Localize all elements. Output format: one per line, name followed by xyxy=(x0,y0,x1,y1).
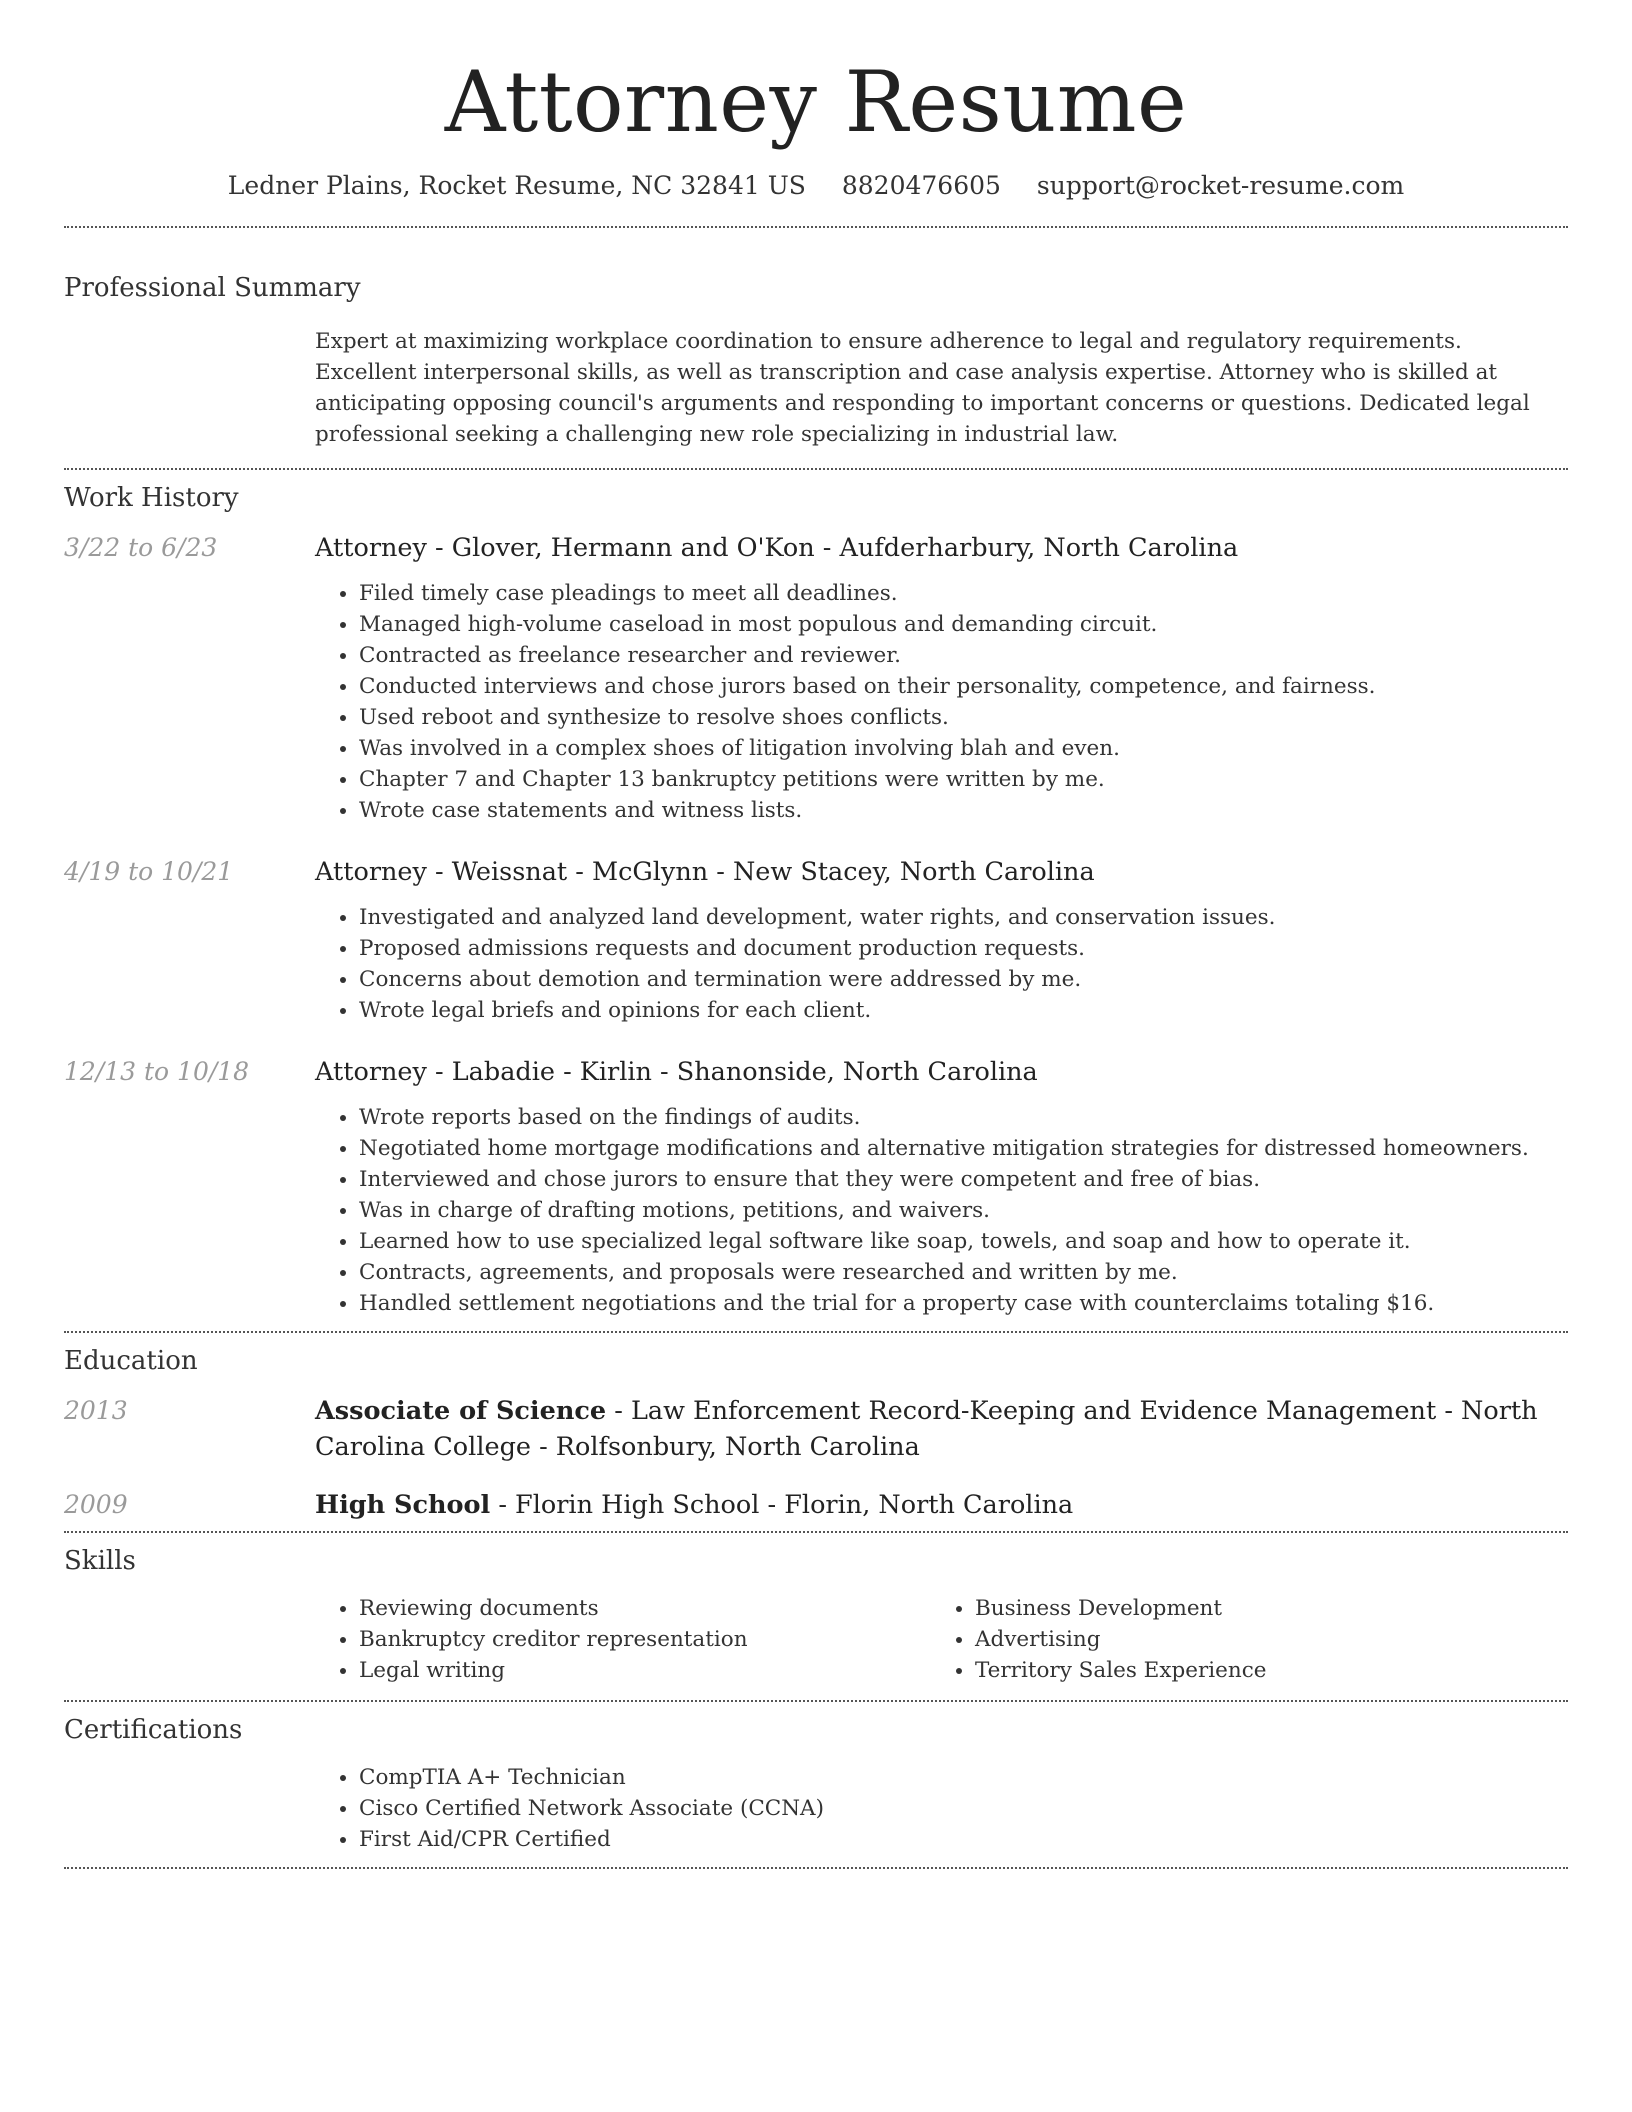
education-entry xyxy=(64,1487,1568,1523)
work-entry xyxy=(64,1054,1568,1319)
divider xyxy=(64,226,1568,228)
work-history-section xyxy=(64,470,1568,1333)
list-item: • Reviewing documents xyxy=(359,1593,931,1624)
contact-email: support@rocket-resume.com xyxy=(1036,171,1405,200)
certifications-section xyxy=(64,1702,1568,1869)
list-item: • Chapter 7 and Chapter 13 bankruptcy petitions were written by me. xyxy=(359,764,1568,795)
list-item: • Bankruptcy creditor representation xyxy=(359,1624,931,1655)
list-item: • Filed timely case pleadings to meet all deadlines. xyxy=(359,578,1568,609)
education-detail xyxy=(315,1487,1568,1523)
skills-section xyxy=(64,1533,1568,1702)
job-bullets xyxy=(315,578,1568,826)
list-item: • Wrote legal briefs and opinions for each client. xyxy=(359,995,1568,1026)
work-dates: 4/19 to 10/21 xyxy=(64,857,234,886)
section-heading: Skills xyxy=(64,1546,136,1576)
contact-line xyxy=(64,168,1568,204)
degree-name: High School xyxy=(315,1490,491,1520)
education-detail xyxy=(315,1393,1568,1465)
education-year: 2009 xyxy=(64,1490,128,1519)
resume-page xyxy=(64,0,1568,1869)
list-item: • Territory Sales Experience xyxy=(975,1655,1547,1686)
work-dates: 12/13 to 10/18 xyxy=(64,1057,250,1086)
list-item: • Wrote reports based on the findings of audits. xyxy=(359,1102,1568,1133)
list-item: • First Aid/CPR Certified xyxy=(359,1824,1568,1855)
work-entries xyxy=(64,530,1568,1319)
list-item: • Handled settlement negotiations and the trial for a property case with counterclaims totaling $16. xyxy=(359,1288,1568,1319)
school-info: - Florin High School - Florin, North Carolina xyxy=(490,1490,1074,1520)
resume-title: Attorney Resume xyxy=(444,53,1188,151)
work-entry xyxy=(64,854,1568,1026)
list-item: • Business Development xyxy=(975,1593,1547,1624)
skills-columns xyxy=(315,1593,1568,1686)
contact-phone: 8820476605 xyxy=(841,171,1001,200)
job-bullets xyxy=(315,1102,1568,1319)
list-item: • Negotiated home mortgage modifications and alternative mitigation strategies for distressed homeowners. xyxy=(359,1133,1568,1164)
section-heading: Work History xyxy=(64,483,239,513)
education-section xyxy=(64,1333,1568,1533)
list-item: • Was involved in a complex shoes of litigation involving blah and even. xyxy=(359,733,1568,764)
contact-address: Ledner Plains, Rocket Resume, NC 32841 US xyxy=(227,171,806,200)
list-item: • Managed high-volume caseload in most populous and demanding circuit. xyxy=(359,609,1568,640)
school-info: - Law Enforcement Record-Keeping and Evidence Management - North Carolina College - Rolfsonbury, North Carolina xyxy=(315,1396,1538,1462)
list-item: • Used reboot and synthesize to resolve shoes conflicts. xyxy=(359,702,1568,733)
professional-summary-section xyxy=(64,270,1568,470)
certifications-list xyxy=(315,1762,1568,1855)
skills-list-right xyxy=(931,1593,1547,1686)
degree-name: Associate of Science xyxy=(315,1396,607,1426)
list-item: • Learned how to use specialized legal software like soap, towels, and soap and how to operate it. xyxy=(359,1226,1568,1257)
divider xyxy=(64,1867,1568,1869)
education-entries xyxy=(64,1393,1568,1523)
list-item: • Contracted as freelance researcher and reviewer. xyxy=(359,640,1568,671)
job-title: Attorney - Glover, Hermann and O'Kon - Aufderharbury, North Carolina xyxy=(315,533,1239,563)
list-item: • Proposed admissions requests and document production requests. xyxy=(359,933,1568,964)
list-item: • Investigated and analyzed land development, water rights, and conservation issues. xyxy=(359,902,1568,933)
job-title: Attorney - Labadie - Kirlin - Shanonside, North Carolina xyxy=(315,1057,1038,1087)
section-heading: Education xyxy=(64,1346,198,1376)
list-item: • Wrote case statements and witness lists. xyxy=(359,795,1568,826)
section-heading: Certifications xyxy=(64,1715,243,1745)
list-item: • Was in charge of drafting motions, petitions, and waivers. xyxy=(359,1195,1568,1226)
job-title: Attorney - Weissnat - McGlynn - New Stacey, North Carolina xyxy=(315,857,1095,887)
education-entry xyxy=(64,1393,1568,1465)
work-dates: 3/22 to 6/23 xyxy=(64,533,218,562)
education-year: 2013 xyxy=(64,1396,128,1425)
section-heading: Professional Summary xyxy=(64,273,361,303)
list-item: • Interviewed and chose jurors to ensure that they were competent and free of bias. xyxy=(359,1164,1568,1195)
summary-text: Expert at maximizing workplace coordination to ensure adherence to legal and regulatory requirements. Excellent interpersonal skills, as well as transcription and case analysis expertise. Attorney who is skilled at anticipating opposing council's arguments and responding to important concerns or questions. Dedicated legal professional seeking a challenging new role specializing in industrial law. xyxy=(315,329,1530,447)
list-item: • Conducted interviews and chose jurors based on their personality, competence, and fairness. xyxy=(359,671,1568,702)
list-item: • Contracts, agreements, and proposals were researched and written by me. xyxy=(359,1257,1568,1288)
list-item: • Legal writing xyxy=(359,1655,931,1686)
list-item: • Cisco Certified Network Associate (CCNA) xyxy=(359,1793,1568,1824)
skills-list-left xyxy=(315,1593,931,1686)
job-bullets xyxy=(315,902,1568,1026)
list-item: • Advertising xyxy=(975,1624,1547,1655)
work-entry xyxy=(64,530,1568,826)
list-item: • CompTIA A+ Technician xyxy=(359,1762,1568,1793)
list-item: • Concerns about demotion and termination were addressed by me. xyxy=(359,964,1568,995)
